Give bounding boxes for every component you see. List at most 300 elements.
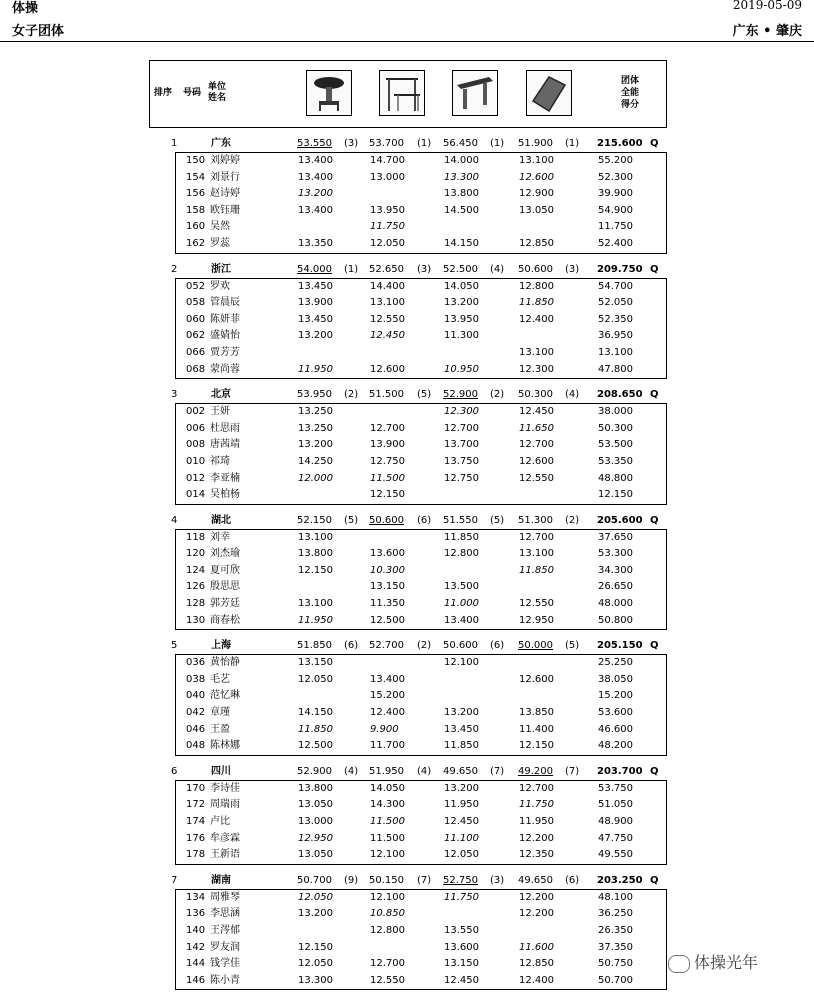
member-bib: 036 bbox=[186, 657, 206, 669]
member-name: 祁琦 bbox=[210, 455, 230, 467]
member-apparatus-score: 12.700 bbox=[370, 422, 405, 434]
member-row bbox=[176, 655, 666, 672]
member-apparatus-score: 11.850 bbox=[444, 740, 479, 752]
member-row bbox=[176, 579, 666, 596]
member-bib: 128 bbox=[186, 598, 206, 610]
member-total: 26.650 bbox=[598, 581, 633, 593]
member-name: 罗蕊 bbox=[210, 237, 230, 249]
member-bib: 126 bbox=[186, 581, 206, 593]
member-row bbox=[176, 973, 666, 990]
member-apparatus-score: 13.250 bbox=[298, 422, 333, 434]
team-block bbox=[149, 763, 667, 865]
member-list bbox=[175, 278, 667, 380]
member-bib: 120 bbox=[186, 548, 206, 560]
member-apparatus-score: 12.700 bbox=[519, 531, 554, 543]
member-apparatus-score: 13.450 bbox=[298, 280, 333, 292]
team-apparatus-rank: (5) bbox=[490, 514, 505, 526]
member-apparatus-score: 12.400 bbox=[519, 313, 554, 325]
member-apparatus-score: 10.850 bbox=[370, 908, 405, 920]
team-total: 203.250 bbox=[597, 874, 643, 886]
member-row bbox=[176, 814, 666, 831]
member-apparatus-score: 12.850 bbox=[519, 237, 554, 249]
team-apparatus-rank: (6) bbox=[344, 640, 359, 652]
team-apparatus-score: 50.150 bbox=[369, 874, 404, 886]
balance-beam-icon bbox=[452, 70, 498, 116]
member-apparatus-score: 13.300 bbox=[298, 974, 333, 986]
member-apparatus-score: 11.100 bbox=[444, 832, 479, 844]
member-apparatus-score: 12.550 bbox=[519, 598, 554, 610]
member-apparatus-score: 13.050 bbox=[298, 849, 333, 861]
member-apparatus-score: 12.500 bbox=[298, 740, 333, 752]
team-name: 湖南 bbox=[211, 874, 231, 886]
member-apparatus-score: 13.050 bbox=[298, 799, 333, 811]
member-apparatus-score: 12.950 bbox=[519, 614, 554, 626]
member-bib: 124 bbox=[186, 564, 206, 576]
member-apparatus-score: 12.000 bbox=[298, 472, 333, 484]
member-total: 50.700 bbox=[598, 974, 633, 986]
member-apparatus-score: 14.050 bbox=[370, 782, 405, 794]
member-total: 53.500 bbox=[598, 439, 633, 451]
member-total: 52.400 bbox=[598, 237, 633, 249]
member-apparatus-score: 13.150 bbox=[444, 958, 479, 970]
member-name: 李思涵 bbox=[210, 908, 240, 920]
team-apparatus-score: 50.700 bbox=[297, 874, 332, 886]
member-name: 钱学佳 bbox=[210, 958, 240, 970]
member-apparatus-score: 15.200 bbox=[370, 690, 405, 702]
member-total: 26.350 bbox=[598, 924, 633, 936]
member-row bbox=[176, 940, 666, 957]
qualified-mark: Q bbox=[650, 138, 659, 149]
member-name: 陈妍菲 bbox=[210, 313, 240, 325]
member-apparatus-score: 13.000 bbox=[370, 171, 405, 183]
team-total: 209.750 bbox=[597, 263, 643, 275]
member-apparatus-score: 13.000 bbox=[298, 816, 333, 827]
member-row bbox=[176, 672, 666, 689]
team-apparatus-score: 49.650 bbox=[518, 874, 553, 886]
team-apparatus-score: 50.600 bbox=[518, 263, 553, 275]
member-bib: 142 bbox=[186, 941, 206, 953]
team-total: 205.600 bbox=[597, 514, 643, 526]
member-apparatus-score: 14.150 bbox=[298, 707, 333, 719]
team-rank: 5 bbox=[171, 640, 178, 652]
team-apparatus-score: 49.200 bbox=[518, 765, 553, 777]
qualified-mark: Q bbox=[650, 389, 659, 401]
member-apparatus-score: 10.950 bbox=[444, 363, 479, 375]
team-apparatus-rank: (5) bbox=[417, 389, 432, 401]
member-apparatus-score: 13.500 bbox=[444, 581, 479, 593]
team-apparatus-score: 52.500 bbox=[443, 263, 478, 275]
team-apparatus-rank: (1) bbox=[417, 138, 432, 149]
team-apparatus-rank: (3) bbox=[344, 138, 359, 149]
team-apparatus-score: 49.650 bbox=[443, 765, 478, 777]
team-total: 205.150 bbox=[597, 640, 643, 652]
member-bib: 038 bbox=[186, 673, 206, 685]
member-apparatus-score: 12.100 bbox=[370, 849, 405, 861]
team-apparatus-score: 52.900 bbox=[443, 389, 478, 401]
member-name: 毛艺 bbox=[210, 673, 230, 685]
member-bib: 170 bbox=[186, 782, 206, 794]
member-apparatus-score: 11.000 bbox=[444, 598, 479, 610]
member-row bbox=[176, 471, 666, 488]
member-name: 殷思思 bbox=[210, 581, 240, 593]
member-apparatus-score: 12.600 bbox=[519, 673, 554, 685]
team-apparatus-score: 53.700 bbox=[369, 138, 404, 149]
member-bib: 162 bbox=[186, 237, 206, 249]
member-total: 50.300 bbox=[598, 422, 633, 434]
member-total: 52.300 bbox=[598, 171, 633, 183]
member-apparatus-score: 12.700 bbox=[519, 439, 554, 451]
member-row bbox=[176, 797, 666, 814]
team-name: 上海 bbox=[211, 640, 231, 652]
member-total: 54.900 bbox=[598, 204, 633, 216]
member-apparatus-score: 11.950 bbox=[519, 816, 554, 827]
team-rank: 2 bbox=[171, 263, 178, 275]
member-apparatus-score: 13.450 bbox=[298, 313, 333, 325]
member-apparatus-score: 13.300 bbox=[444, 171, 479, 183]
member-apparatus-score: 13.100 bbox=[519, 548, 554, 560]
team-apparatus-score: 51.900 bbox=[518, 138, 553, 149]
member-name: 吴柏杨 bbox=[210, 489, 240, 501]
member-apparatus-score: 12.150 bbox=[519, 740, 554, 752]
member-total: 34.300 bbox=[598, 564, 633, 576]
member-apparatus-score: 12.050 bbox=[370, 237, 405, 249]
member-name: 牟彦霖 bbox=[210, 832, 240, 844]
member-bib: 134 bbox=[186, 891, 206, 903]
member-total: 47.800 bbox=[598, 363, 633, 375]
event-date: 2019-05-09 bbox=[732, 0, 802, 12]
member-apparatus-score: 13.100 bbox=[519, 346, 554, 358]
member-apparatus-score: 12.800 bbox=[519, 280, 554, 292]
member-bib: 156 bbox=[186, 188, 206, 200]
member-apparatus-score: 12.200 bbox=[519, 832, 554, 844]
member-row bbox=[176, 153, 666, 170]
member-row bbox=[176, 847, 666, 864]
member-row bbox=[176, 688, 666, 705]
member-bib: 172 bbox=[186, 799, 206, 811]
member-row bbox=[176, 530, 666, 547]
member-name: 罗欢 bbox=[210, 280, 230, 292]
member-apparatus-score: 12.800 bbox=[444, 548, 479, 560]
member-apparatus-score: 14.400 bbox=[370, 280, 405, 292]
member-total: 48.100 bbox=[598, 891, 633, 903]
member-name: 陈小青 bbox=[210, 974, 240, 986]
member-apparatus-score: 11.400 bbox=[519, 723, 554, 735]
member-total: 38.050 bbox=[598, 673, 633, 685]
member-total: 37.650 bbox=[598, 531, 633, 543]
team-apparatus-rank: (9) bbox=[344, 874, 359, 886]
team-block bbox=[149, 135, 667, 254]
member-total: 37.350 bbox=[598, 941, 633, 953]
member-total: 51.050 bbox=[598, 799, 633, 811]
team-apparatus-score: 52.150 bbox=[297, 514, 332, 526]
member-bib: 062 bbox=[186, 330, 206, 342]
member-apparatus-score: 14.500 bbox=[444, 204, 479, 216]
team-row bbox=[149, 637, 667, 654]
member-row bbox=[176, 546, 666, 563]
member-total: 13.100 bbox=[598, 346, 633, 358]
member-apparatus-score: 11.350 bbox=[370, 598, 405, 610]
member-name: 贾芳芳 bbox=[210, 346, 240, 358]
team-apparatus-rank: (7) bbox=[565, 765, 580, 777]
member-apparatus-score: 11.600 bbox=[519, 941, 554, 953]
team-row bbox=[149, 135, 667, 152]
member-row bbox=[176, 203, 666, 220]
qualified-mark: Q bbox=[650, 640, 659, 652]
member-bib: 014 bbox=[186, 489, 206, 501]
member-apparatus-score: 13.200 bbox=[298, 439, 333, 451]
member-apparatus-score: 14.300 bbox=[370, 799, 405, 811]
team-apparatus-score: 52.750 bbox=[443, 874, 478, 886]
member-apparatus-score: 11.500 bbox=[370, 816, 405, 827]
team-row bbox=[149, 872, 667, 889]
team-apparatus-score: 51.850 bbox=[297, 640, 332, 652]
member-apparatus-score: 12.550 bbox=[370, 313, 405, 325]
member-bib: 042 bbox=[186, 707, 206, 719]
member-apparatus-score: 12.450 bbox=[444, 816, 479, 827]
member-bib: 130 bbox=[186, 614, 206, 626]
member-name: 杜思雨 bbox=[210, 422, 240, 434]
member-apparatus-score: 13.200 bbox=[298, 188, 333, 200]
member-name: 唐茜靖 bbox=[210, 439, 240, 451]
member-total: 46.600 bbox=[598, 723, 633, 735]
member-total: 52.350 bbox=[598, 313, 633, 325]
member-bib: 048 bbox=[186, 740, 206, 752]
team-total: 208.650 bbox=[597, 389, 643, 401]
member-apparatus-score: 12.700 bbox=[519, 782, 554, 794]
member-apparatus-score: 12.200 bbox=[519, 891, 554, 903]
team-apparatus-score: 50.600 bbox=[443, 640, 478, 652]
member-apparatus-score: 11.850 bbox=[298, 723, 333, 735]
member-apparatus-score: 12.200 bbox=[519, 908, 554, 920]
member-apparatus-score: 12.150 bbox=[298, 941, 333, 953]
member-row bbox=[176, 722, 666, 739]
member-apparatus-score: 13.150 bbox=[298, 657, 333, 669]
member-apparatus-score: 13.600 bbox=[370, 548, 405, 560]
member-apparatus-score: 13.400 bbox=[298, 204, 333, 216]
member-bib: 154 bbox=[186, 171, 206, 183]
team-apparatus-rank: (7) bbox=[490, 765, 505, 777]
team-rank: 7 bbox=[171, 874, 178, 886]
team-apparatus-rank: (2) bbox=[565, 514, 580, 526]
member-name: 管晨辰 bbox=[210, 297, 240, 309]
member-apparatus-score: 11.700 bbox=[370, 740, 405, 752]
member-apparatus-score: 12.350 bbox=[519, 849, 554, 861]
qualified-mark: Q bbox=[650, 765, 659, 777]
member-apparatus-score: 13.100 bbox=[298, 598, 333, 610]
member-row bbox=[176, 295, 666, 312]
member-row bbox=[176, 781, 666, 798]
team-list bbox=[149, 135, 667, 990]
team-apparatus-rank: (6) bbox=[490, 640, 505, 652]
team-apparatus-score: 51.950 bbox=[369, 765, 404, 777]
team-row bbox=[149, 763, 667, 780]
member-apparatus-score: 11.850 bbox=[444, 531, 479, 543]
member-apparatus-score: 11.300 bbox=[444, 330, 479, 342]
member-apparatus-score: 13.400 bbox=[298, 155, 333, 166]
results-table bbox=[149, 60, 667, 990]
member-row bbox=[176, 613, 666, 630]
member-apparatus-score: 11.950 bbox=[298, 363, 333, 375]
member-row bbox=[176, 831, 666, 848]
member-total: 47.750 bbox=[598, 832, 633, 844]
member-apparatus-score: 13.800 bbox=[298, 782, 333, 794]
team-apparatus-rank: (4) bbox=[344, 765, 359, 777]
member-name: 王盈 bbox=[210, 723, 230, 735]
member-bib: 008 bbox=[186, 439, 206, 451]
team-total: 203.700 bbox=[597, 765, 643, 777]
member-total: 38.000 bbox=[598, 406, 633, 418]
floor-exercise-icon bbox=[526, 70, 572, 116]
team-apparatus-rank: (6) bbox=[565, 874, 580, 886]
member-name: 章瑾 bbox=[210, 707, 230, 719]
team-apparatus-rank: (2) bbox=[490, 389, 505, 401]
member-apparatus-score: 13.400 bbox=[298, 171, 333, 183]
member-list bbox=[175, 403, 667, 505]
member-row bbox=[176, 328, 666, 345]
table-header bbox=[149, 60, 667, 128]
member-list bbox=[175, 889, 667, 991]
team-apparatus-score: 53.550 bbox=[297, 138, 332, 149]
member-apparatus-score: 11.950 bbox=[444, 799, 479, 811]
member-apparatus-score: 13.200 bbox=[444, 707, 479, 719]
member-total: 48.800 bbox=[598, 472, 633, 484]
member-row bbox=[176, 923, 666, 940]
member-bib: 002 bbox=[186, 406, 206, 418]
member-row bbox=[176, 738, 666, 755]
member-row bbox=[176, 404, 666, 421]
member-list bbox=[175, 152, 667, 254]
member-apparatus-score: 12.450 bbox=[519, 406, 554, 418]
member-row bbox=[176, 312, 666, 329]
team-apparatus-score: 52.900 bbox=[297, 765, 332, 777]
member-apparatus-score: 12.600 bbox=[519, 455, 554, 467]
member-bib: 118 bbox=[186, 531, 206, 543]
team-apparatus-rank: (4) bbox=[565, 389, 580, 401]
member-apparatus-score: 12.300 bbox=[444, 406, 479, 418]
member-name: 郭芳廷 bbox=[210, 598, 240, 610]
member-list bbox=[175, 780, 667, 865]
member-apparatus-score: 12.900 bbox=[519, 188, 554, 200]
member-apparatus-score: 12.150 bbox=[298, 564, 333, 576]
team-apparatus-rank: (7) bbox=[417, 874, 432, 886]
member-total: 53.300 bbox=[598, 548, 633, 560]
member-row bbox=[176, 421, 666, 438]
member-row bbox=[176, 345, 666, 362]
member-name: 欧钰珊 bbox=[210, 204, 240, 216]
member-apparatus-score: 13.100 bbox=[370, 297, 405, 309]
member-apparatus-score: 13.900 bbox=[298, 297, 333, 309]
member-apparatus-score: 14.250 bbox=[298, 455, 333, 467]
member-apparatus-score: 12.400 bbox=[519, 974, 554, 986]
team-apparatus-score: 51.550 bbox=[443, 514, 478, 526]
member-apparatus-score: 9.900 bbox=[370, 723, 399, 735]
team-block bbox=[149, 872, 667, 991]
event-location: 广东 • 肇庆 bbox=[732, 24, 802, 39]
col-unit-label: 单位 bbox=[208, 82, 227, 92]
member-bib: 146 bbox=[186, 974, 206, 986]
member-total: 52.050 bbox=[598, 297, 633, 309]
member-total: 53.750 bbox=[598, 782, 633, 794]
member-apparatus-score: 12.300 bbox=[519, 363, 554, 375]
member-apparatus-score: 13.200 bbox=[444, 297, 479, 309]
member-name: 刘幸 bbox=[210, 531, 230, 543]
member-name: 李亚楠 bbox=[210, 472, 240, 484]
team-row bbox=[149, 261, 667, 278]
team-apparatus-rank: (2) bbox=[344, 389, 359, 401]
member-apparatus-score: 12.050 bbox=[444, 849, 479, 861]
team-apparatus-score: 50.600 bbox=[369, 514, 404, 526]
member-apparatus-score: 13.800 bbox=[444, 188, 479, 200]
team-apparatus-score: 53.950 bbox=[297, 389, 332, 401]
member-list bbox=[175, 654, 667, 756]
member-apparatus-score: 12.700 bbox=[444, 422, 479, 434]
team-rank: 4 bbox=[171, 514, 178, 526]
member-apparatus-score: 13.150 bbox=[370, 581, 405, 593]
member-total: 55.200 bbox=[598, 155, 633, 166]
member-apparatus-score: 13.800 bbox=[298, 548, 333, 560]
member-apparatus-score: 11.850 bbox=[519, 297, 554, 309]
member-name: 盛婧怡 bbox=[210, 330, 240, 342]
member-total: 48.900 bbox=[598, 816, 633, 827]
member-name: 商春松 bbox=[210, 614, 240, 626]
member-apparatus-score: 12.700 bbox=[370, 958, 405, 970]
team-apparatus-score: 54.000 bbox=[297, 263, 332, 275]
member-apparatus-score: 12.600 bbox=[370, 363, 405, 375]
qualified-mark: Q bbox=[650, 514, 659, 526]
member-apparatus-score: 14.150 bbox=[444, 237, 479, 249]
member-name: 刘景行 bbox=[210, 171, 240, 183]
watermark-text: 体操光年 bbox=[694, 953, 759, 972]
member-list bbox=[175, 529, 667, 631]
qualified-mark: Q bbox=[650, 874, 659, 886]
member-bib: 178 bbox=[186, 849, 206, 861]
qualified-mark: Q bbox=[650, 263, 659, 275]
member-apparatus-score: 11.650 bbox=[519, 422, 554, 434]
member-apparatus-score: 12.750 bbox=[370, 455, 405, 467]
member-name: 陈林娜 bbox=[210, 740, 240, 752]
event-name: 女子团体 bbox=[12, 24, 65, 39]
uneven-bars-icon bbox=[379, 70, 425, 116]
member-apparatus-score: 13.050 bbox=[519, 204, 554, 216]
member-apparatus-score: 10.300 bbox=[370, 564, 405, 576]
team-row bbox=[149, 512, 667, 529]
team-apparatus-score: 56.450 bbox=[443, 138, 478, 149]
member-total: 39.900 bbox=[598, 188, 633, 200]
team-apparatus-rank: (1) bbox=[490, 138, 505, 149]
member-apparatus-score: 12.400 bbox=[370, 707, 405, 719]
member-row bbox=[176, 890, 666, 907]
member-row bbox=[176, 437, 666, 454]
member-name: 夏可欣 bbox=[210, 564, 240, 576]
team-block bbox=[149, 386, 667, 505]
team-apparatus-rank: (4) bbox=[417, 765, 432, 777]
team-apparatus-score: 51.500 bbox=[369, 389, 404, 401]
member-name: 吴然 bbox=[210, 221, 230, 233]
member-name: 蒙尚蓉 bbox=[210, 363, 240, 375]
member-name: 黄怡静 bbox=[210, 657, 240, 669]
member-apparatus-score: 11.850 bbox=[519, 564, 554, 576]
member-apparatus-score: 12.750 bbox=[444, 472, 479, 484]
header-divider bbox=[0, 41, 814, 42]
member-row bbox=[176, 236, 666, 253]
member-row bbox=[176, 956, 666, 973]
member-bib: 144 bbox=[186, 958, 206, 970]
member-bib: 058 bbox=[186, 297, 206, 309]
member-bib: 140 bbox=[186, 924, 206, 936]
col-total-label-1: 团体 bbox=[621, 76, 640, 86]
team-apparatus-score: 50.300 bbox=[518, 389, 553, 401]
member-apparatus-score: 12.050 bbox=[298, 673, 333, 685]
